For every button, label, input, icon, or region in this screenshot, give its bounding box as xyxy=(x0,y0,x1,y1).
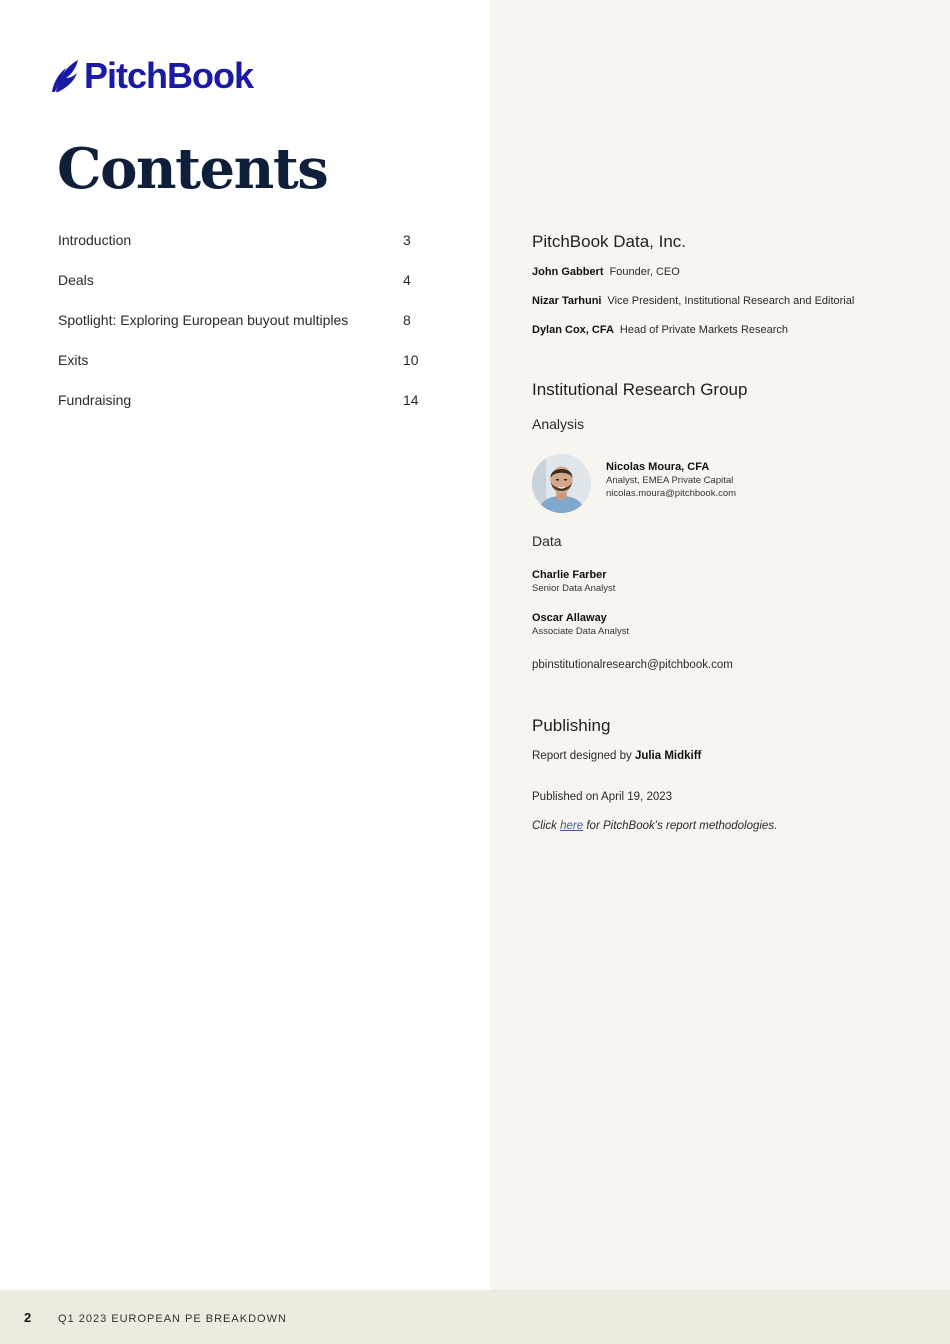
methodology-note xyxy=(532,820,777,832)
analysis-label: Analysis xyxy=(532,416,585,432)
toc-item-title: Spotlight: Exploring European buyout multiples xyxy=(58,312,349,328)
toc-item-page: 14 xyxy=(403,392,419,408)
methodology-prefix: Click xyxy=(532,820,561,832)
toc-item-page: 4 xyxy=(403,272,411,288)
page-title: Contents xyxy=(57,136,328,202)
data-person-name: Oscar Allaway xyxy=(532,612,607,624)
data-person-name: Charlie Farber xyxy=(532,569,607,581)
toc-item-spotlight[interactable] xyxy=(58,312,428,352)
logo-text: PitchBook xyxy=(84,55,254,96)
person-role: Head of Private Markets Research xyxy=(619,324,789,336)
toc-item-page: 8 xyxy=(403,312,411,328)
toc-item-page: 10 xyxy=(403,352,419,368)
toc-item-exits[interactable] xyxy=(58,352,428,392)
analyst-name: Nicolas Moura, CFA xyxy=(606,461,710,473)
data-person-role: Associate Data Analyst xyxy=(532,626,630,637)
avatar xyxy=(532,454,591,513)
analyst-email[interactable]: nicolas.moura@pitchbook.com xyxy=(606,488,737,499)
person-role: Vice President, Institutional Research and Editorial xyxy=(607,295,855,307)
published-date: Published on April 19, 2023 xyxy=(532,791,673,803)
research-email[interactable]: pbinstitutionalresearch@pitchbook.com xyxy=(532,659,733,671)
data-person xyxy=(532,569,615,594)
data-person xyxy=(532,612,629,637)
toc-item-page: 3 xyxy=(403,232,411,248)
person-row xyxy=(532,266,680,278)
person-name: John Gabbert xyxy=(532,266,604,278)
data-label: Data xyxy=(532,533,562,549)
company-heading: PitchBook Data, Inc. xyxy=(532,232,687,251)
publishing-heading: Publishing xyxy=(532,716,611,735)
person-row xyxy=(532,295,854,307)
table-of-contents xyxy=(58,232,428,432)
data-person-role: Senior Data Analyst xyxy=(532,583,616,594)
designed-by xyxy=(532,750,701,762)
right-panel xyxy=(490,0,950,1290)
avatar-portrait-icon xyxy=(532,454,591,513)
person-name: Nizar Tarhuni xyxy=(532,295,602,307)
toc-item-title: Fundraising xyxy=(58,392,132,408)
toc-item-deals[interactable] xyxy=(58,272,428,312)
methodology-suffix: for PitchBook’s report methodologies. xyxy=(583,820,778,832)
person-name: Dylan Cox, CFA xyxy=(532,324,614,336)
designer-name: Julia Midkiff xyxy=(634,750,702,762)
person-role: Founder, CEO xyxy=(609,266,680,278)
toc-item-title: Introduction xyxy=(58,232,132,248)
pitchbook-leaf-icon xyxy=(50,58,82,94)
analyst-role: Analyst, EMEA Private Capital xyxy=(606,475,734,486)
report-title: Q1 2023 EUROPEAN PE BREAKDOWN xyxy=(58,1313,287,1325)
person-row xyxy=(532,324,788,336)
toc-item-title: Exits xyxy=(58,352,89,368)
page-number: 2 xyxy=(24,1310,32,1325)
analyst-block xyxy=(606,461,736,499)
toc-item-fundraising[interactable] xyxy=(58,392,428,432)
page-footer xyxy=(0,1290,950,1344)
toc-item-title: Deals xyxy=(58,272,94,288)
designed-by-prefix: Report designed by xyxy=(532,750,635,762)
toc-item-introduction[interactable] xyxy=(58,232,428,272)
research-heading: Institutional Research Group xyxy=(532,380,748,399)
methodology-link[interactable]: here xyxy=(560,820,584,832)
pitchbook-logo[interactable] xyxy=(50,56,253,96)
